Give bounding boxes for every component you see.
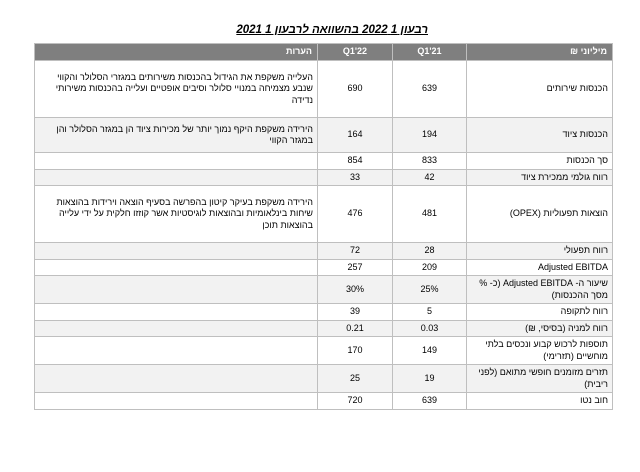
row-note: העלייה משקפת את הגידול בהכנסות משירותים במגזרי הסלולר והקווי שנבע מצמיחה במנויי סלולר וסיבים אופטיים ועלייה בהכנסות משירותי נדידה — [35, 61, 318, 118]
row-metric: רווח למניה (בסיסי, ₪) — [467, 320, 613, 337]
row-note — [35, 304, 318, 321]
row-q1-21-value: 833 — [393, 153, 467, 170]
row-q1-21-value: 639 — [393, 393, 467, 410]
row-metric: הכנסות ציוד — [467, 118, 613, 153]
row-note — [35, 365, 318, 393]
row-note — [35, 393, 318, 410]
table-row — [35, 276, 613, 304]
row-q1-21-value: 194 — [393, 118, 467, 153]
row-metric: הוצאות תפעוליות (OPEX) — [467, 186, 613, 243]
table-row — [35, 320, 613, 337]
header-metric: מיליוני ₪ — [467, 44, 613, 61]
row-note — [35, 243, 318, 260]
row-metric: שיעור ה- Adjusted EBITDA (כ- % מסך ההכנסות) — [467, 276, 613, 304]
row-metric: תזרים מזומנים חופשי מתואם (לפני ריבית) — [467, 365, 613, 393]
row-q1-21-value: 25% — [393, 276, 467, 304]
table-row — [35, 153, 613, 170]
row-q1-22-value: 257 — [318, 259, 393, 276]
row-q1-21-value: 19 — [393, 365, 467, 393]
table-row — [35, 186, 613, 243]
row-q1-21-value: 0.03 — [393, 320, 467, 337]
row-q1-21-value: 209 — [393, 259, 467, 276]
row-note — [35, 153, 318, 170]
row-q1-22-value: 164 — [318, 118, 393, 153]
table-row — [35, 243, 613, 260]
table-row — [35, 365, 613, 393]
row-q1-21-value: 5 — [393, 304, 467, 321]
table-row — [35, 259, 613, 276]
row-metric: Adjusted EBITDA — [467, 259, 613, 276]
header-q1-22: Q1'22 — [318, 44, 393, 61]
table-header-row — [35, 44, 613, 61]
row-q1-21-value: 481 — [393, 186, 467, 243]
header-q1-21: Q1'21 — [393, 44, 467, 61]
financial-table — [34, 43, 613, 410]
table-row — [35, 393, 613, 410]
row-q1-21-value: 639 — [393, 61, 467, 118]
row-metric: תוספות לרכוש קבוע ונכסים בלתי מוחשיים (תזרימי) — [467, 337, 613, 365]
row-metric: חוב נטו — [467, 393, 613, 410]
row-note — [35, 320, 318, 337]
row-q1-21-value: 149 — [393, 337, 467, 365]
table-row — [35, 337, 613, 365]
row-metric: רווח תפעולי — [467, 243, 613, 260]
row-q1-22-value: 25 — [318, 365, 393, 393]
row-note — [35, 259, 318, 276]
row-note — [35, 169, 318, 186]
row-q1-22-value: 854 — [318, 153, 393, 170]
report-title: רבעון 1 2022 בהשוואה לרבעון 1 2021 — [236, 24, 428, 36]
row-q1-22-value: 72 — [318, 243, 393, 260]
row-note: הירידה משקפת היקף נמוך יותר של מכירות ציוד הן במגזר הסלולר והן במגזר הקווי — [35, 118, 318, 153]
row-q1-21-value: 28 — [393, 243, 467, 260]
row-metric: רווח לתקופה — [467, 304, 613, 321]
row-q1-21-value: 42 — [393, 169, 467, 186]
table-row — [35, 118, 613, 153]
row-q1-22-value: 30% — [318, 276, 393, 304]
table-row — [35, 61, 613, 118]
row-q1-22-value: 33 — [318, 169, 393, 186]
table-row — [35, 169, 613, 186]
row-q1-22-value: 39 — [318, 304, 393, 321]
row-note — [35, 276, 318, 304]
row-metric: הכנסות שירותים — [467, 61, 613, 118]
row-metric: סך הכנסות — [467, 153, 613, 170]
row-note — [35, 337, 318, 365]
row-q1-22-value: 170 — [318, 337, 393, 365]
table-row — [35, 304, 613, 321]
header-notes: הערות — [35, 44, 318, 61]
row-q1-22-value: 720 — [318, 393, 393, 410]
row-q1-22-value: 690 — [318, 61, 393, 118]
row-metric: רווח גולמי ממכירת ציוד — [467, 169, 613, 186]
row-q1-22-value: 476 — [318, 186, 393, 243]
row-q1-22-value: 0.21 — [318, 320, 393, 337]
row-note: הירידה משקפת בעיקר קיטון בהפרשה בסעיף הוצאה וירידות בהוצאות שיחות בינלאומיות ובהוצאות לוגיסטיות אשר קוזזו חלקית על ידי עלייה בהוצאות תוכן — [35, 186, 318, 243]
